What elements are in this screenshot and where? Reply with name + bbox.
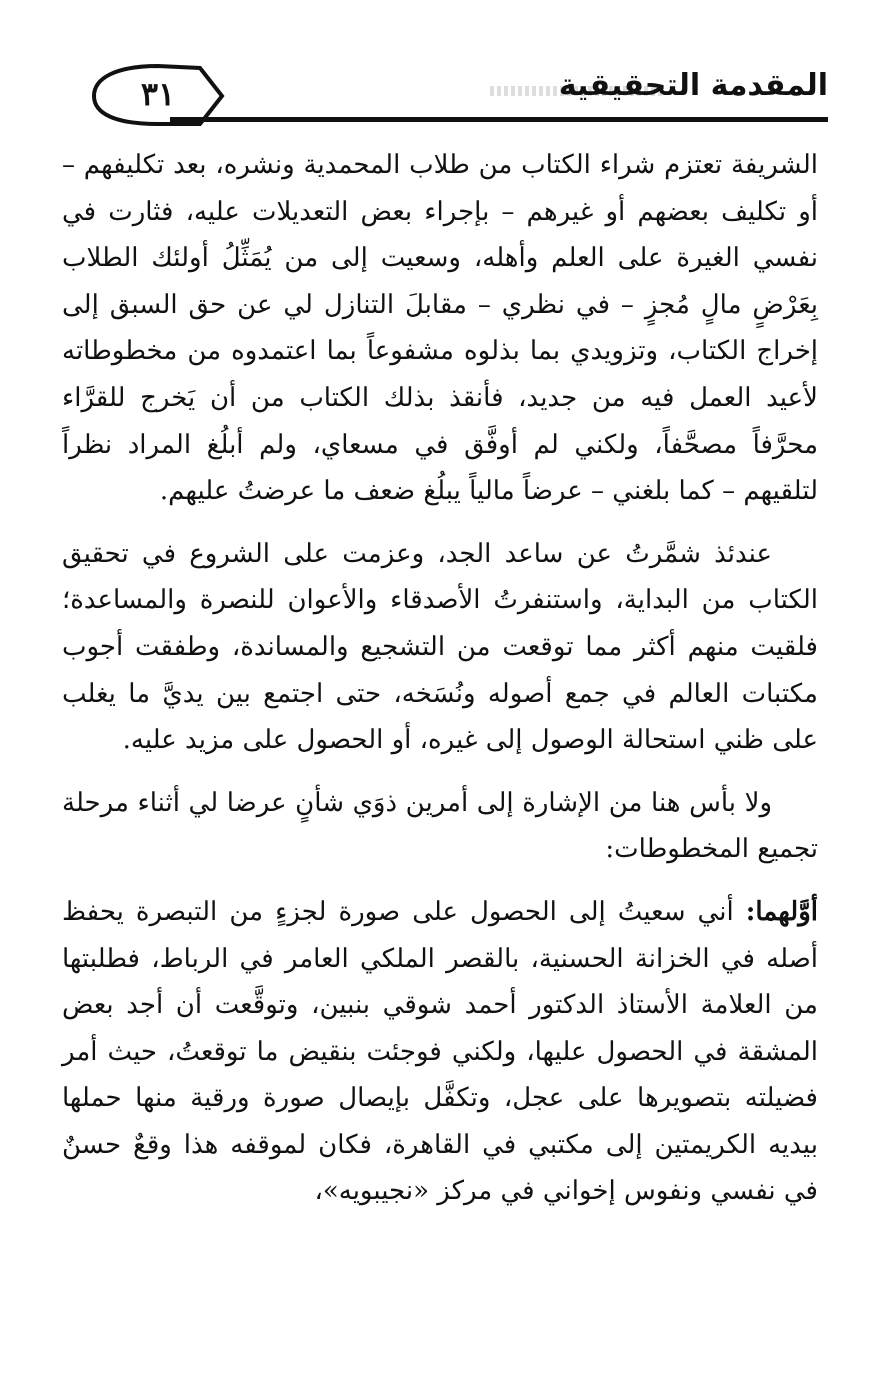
- paragraph-4-text: أني سعيتُ إلى الحصول على صورة لجزءٍ من التبصرة يحفظ أصله في الخزانة الحسنية، بالقصر الملكي العامر في الرباط، فطلبتها من العلامة الأستاذ الدكتور أحمد شوقي بنبين، وتوقَّعت أن أجد بعض المشقة في الحصول عليها، ولكني فوجئت بنقيض ما توقعتُ، حيث أمر فضيلته بتصويرها على عجل، وتكفَّل بإيصال صورة ورقية منها حملها بيديه الكريمتين إلى مكتبي في القاهرة، فكان لموقفه هذا وقعٌ حسنٌ في نفسي ونفوس إخواني في مركز «نجيبويه»،: [62, 896, 818, 1207]
- body-text: [62, 142, 818, 1215]
- page-header: [60, 50, 830, 130]
- paragraph-1: الشريفة تعتزم شراء الكتاب من طلاب المحمدية ونشره، بعد تكليفهم – أو تكليف بعضهم أو غيرهم – بإجراء بعض التعديلات عليه، فثارت في نفسي الغيرة على العلم وأهله، وسعيت إلى من يُمَثِّلُ أولئك الطلاب بِعَرْضٍ مالٍ مُجزٍ – في نظري – مقابلَ التنازل لي عن حق السبق إلى إخراج الكتاب، وتزويدي بما بذلوه مشفوعاً بما اعتمدوه من مخطوطاته لأعيد العمل فيه من جديد، فأنقذ بذلك الكتاب من أن يَخرج للقرَّاء محرَّفاً مصحَّفاً، ولكني لم أوفَّق في مسعاي، ولم أبلُغ المراد نظراً لتلقيهم – كما بلغني – عرضاً مالياً يبلُغ ضعف ما عرضتُ عليهم.: [62, 150, 818, 507]
- paragraph-4: [62, 889, 818, 1215]
- header-rule: [170, 117, 828, 122]
- paragraph-lead: أوَّلهما:: [745, 896, 818, 927]
- paragraph-2: عندئذ شمَّرتُ عن ساعد الجد، وعزمت على الشروع في تحقيق الكتاب من البداية، واستنفرتُ الأصدقاء والأعوان للنصرة والمساعدة؛ فلقيت منهم أكثر مما توقعت من التشجيع والمساندة، وطفقت أجوب مكتبات العالم في جمع أصوله ونُسَخه، حتى اجتمع بين يديَّ ما يغلب على ظني استحالة الوصول إلى غيره، أو الحصول على مزيد عليه.: [62, 538, 818, 756]
- running-title: المقدمة التحقيقية: [558, 68, 828, 103]
- paragraph-3: ولا بأس هنا من الإشارة إلى أمرين ذوَي شأنٍ عرضا لي أثناء مرحلة تجميع المخطوطات:: [62, 787, 818, 865]
- page-number: ٣١: [140, 75, 176, 113]
